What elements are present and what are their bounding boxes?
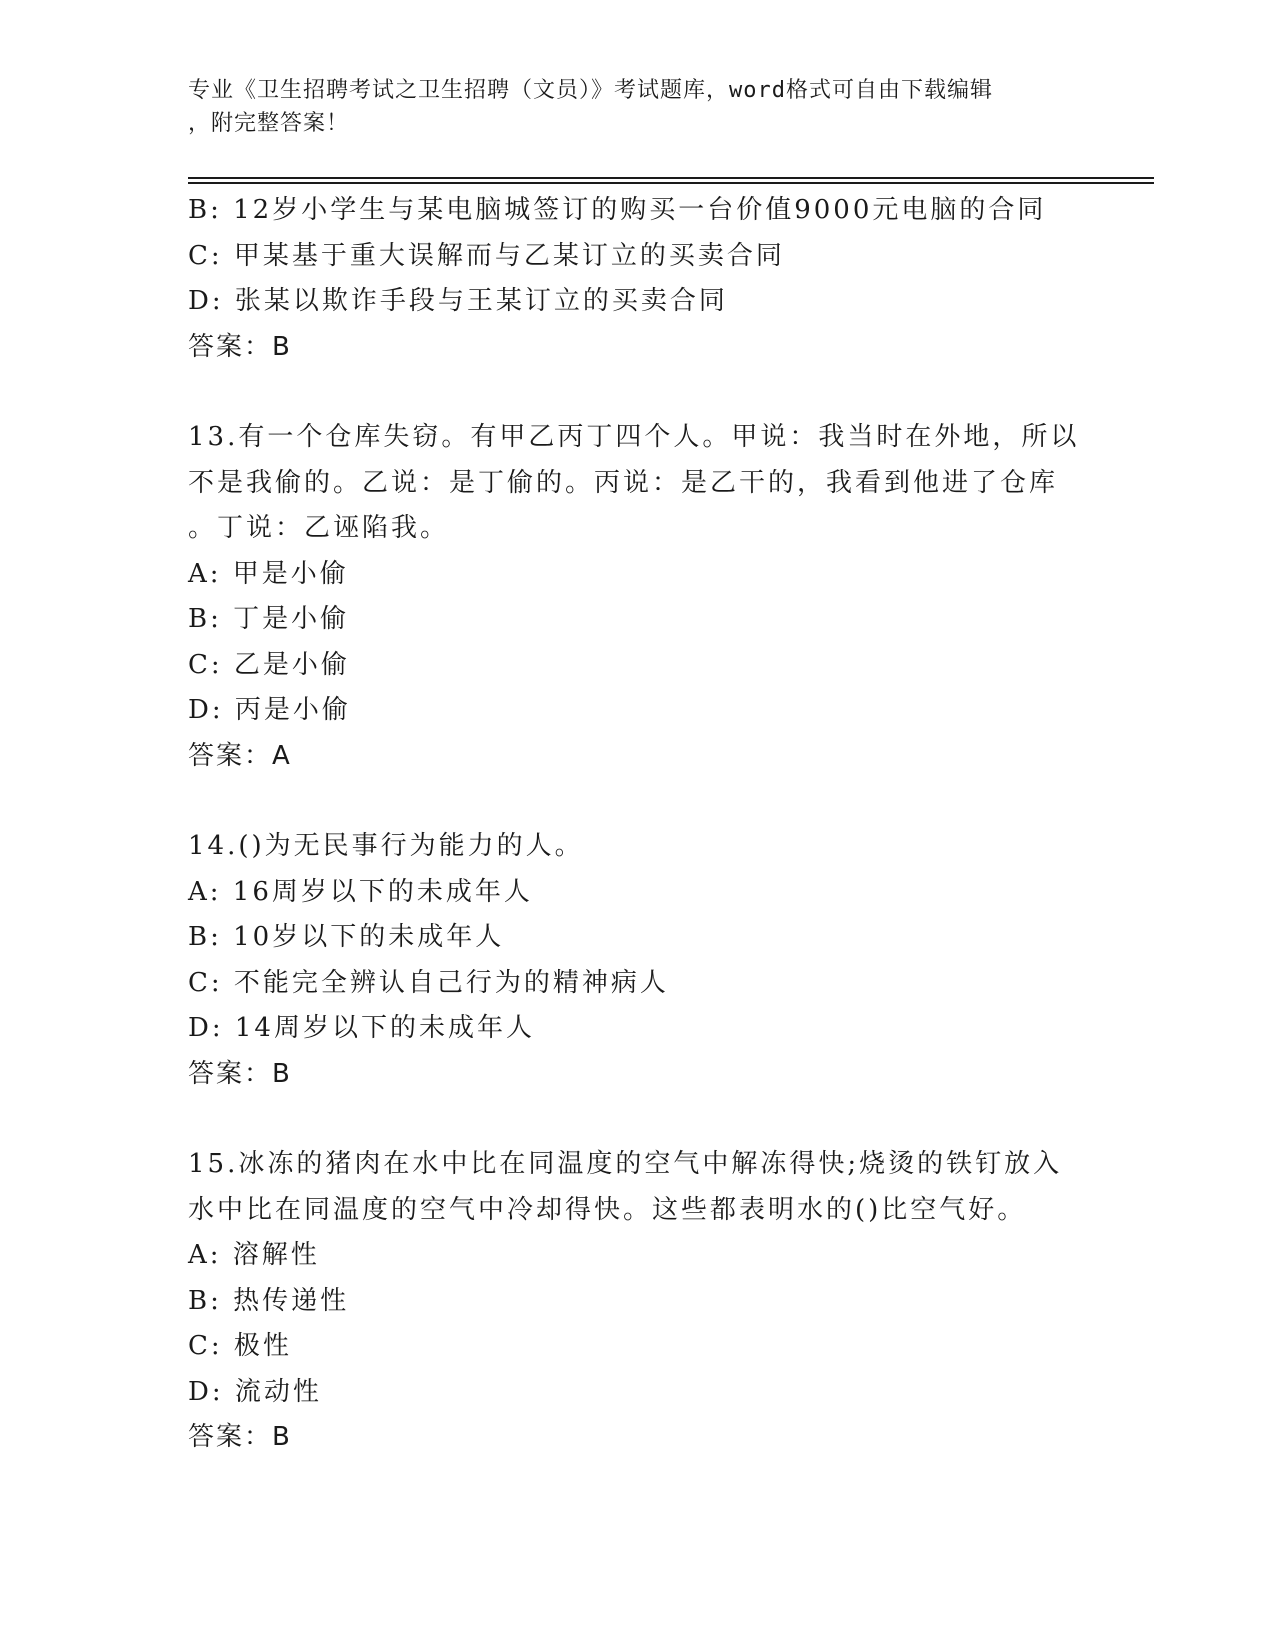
header-divider-top [188,177,1154,179]
option-c: C: 甲某基于重大误解而与乙某订立的买卖合同 [188,240,785,271]
option-b: B: 热传递性 [188,1285,350,1316]
header-line-1: 专业《卫生招聘考试之卫生招聘（文员）》考试题库，word格式可自由下载编辑 [188,78,993,103]
question-list [188,188,1088,1461]
option-d: D: 流动性 [188,1376,322,1407]
question-stem-line: 13.有一个仓库失窃。有甲乙丙丁四个人。甲说：我当时在外地，所以 [188,422,1080,452]
question-13 [188,415,1088,779]
question-stem-line: 水中比在同温度的空气中冷却得快。这些都表明水的()比空气好。 [188,1194,1027,1225]
document-header [188,74,1068,140]
question-12-tail [188,188,1088,370]
header-divider-bottom [188,182,1154,184]
question-stem-line: 不是我偷的。乙说：是丁偷的。丙说：是乙干的，我看到他进了仓库 [188,467,1059,498]
question-stem-line: 14.()为无民事行为能力的人。 [188,831,584,861]
option-b: B: 丁是小偷 [188,604,350,634]
option-a: A: 溶解性 [188,1240,320,1270]
question-stem-line: 15.冰冻的猪肉在水中比在同温度的空气中解冻得快;烧烫的铁钉放入 [188,1149,1063,1179]
option-d: D: 张某以欺诈手段与王某订立的买卖合同 [188,286,728,316]
option-c: C: 极性 [188,1331,292,1361]
answer-line: 答案：B [188,1058,292,1089]
answer-line: 答案：B [188,1422,292,1452]
option-d: D: 丙是小偷 [188,695,351,725]
option-c: C: 乙是小偷 [188,649,350,680]
question-15 [188,1142,1088,1461]
answer-line: 答案：B [188,331,292,362]
question-stem-line: 。丁说：乙诬陷我。 [188,513,450,543]
option-c: C: 不能完全辨认自己行为的精神病人 [188,967,669,998]
option-d: D: 14周岁以下的未成年人 [188,1013,535,1043]
header-line-2: ，附完整答案！ [188,111,350,136]
question-14 [188,824,1088,1097]
option-a: A: 甲是小偷 [188,558,349,589]
option-a: A: 16周岁以下的未成年人 [188,876,533,907]
option-b: B: 10岁以下的未成年人 [188,922,505,952]
answer-line: 答案：A [188,740,292,771]
option-b: B: 12岁小学生与某电脑城签订的购买一台价值9000元电脑的合同 [188,195,1047,225]
